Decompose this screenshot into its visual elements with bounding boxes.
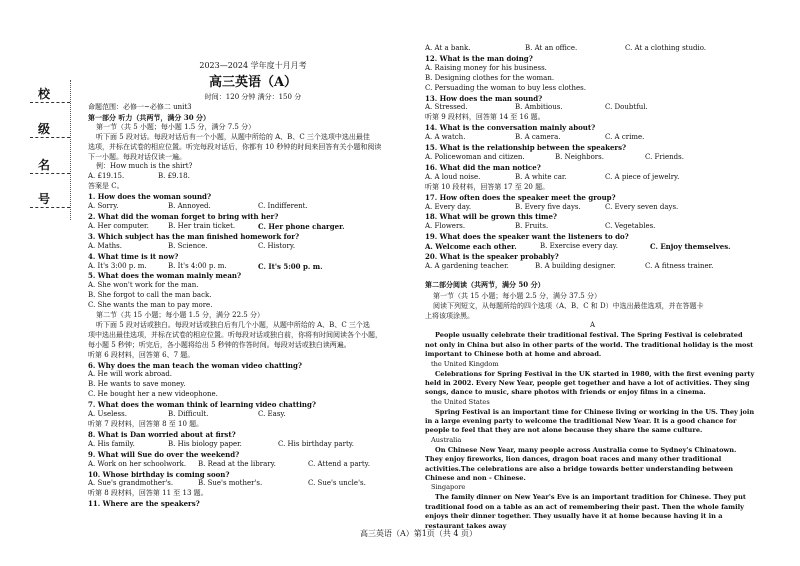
margin-label-number: 号: [38, 192, 51, 206]
question-11: 11. Where are the speakers?: [88, 499, 200, 509]
section1-intro: 听下面 5 段对话。每段对话后有一个小题，从题中所给的 A、B、C 三个选项中选出最佳: [96, 132, 370, 141]
question-2: 2. What did the woman forget to bring with her?: [88, 211, 279, 221]
section2-intro: 项中选出最佳选项，并标在试卷的相应位置。听每段对话或独白前，你将有时间阅读各个小题，: [88, 330, 382, 339]
example-answer: 答案是 C。: [88, 182, 124, 191]
options-10: A. Sue's grandmother's. B. Sue's mother's. C. Sue's uncle's.: [88, 479, 366, 488]
passage-a-p2: Celebrations for Spring Festival in the UK started in 1980, with the first evening party held in 2002. Every New Year, people get together and have a lot of activities. They sing songs, dance to music, share photos with friends or enjoy films in a cinema.: [425, 369, 755, 397]
page-footer: 高三英语（A）第1页（共 4 页）: [360, 529, 478, 538]
options-1: A. Sorry. B. Annoyed. C. Indifferent.: [88, 202, 308, 211]
section1-heading: 第一节（共 5 小题；每小题 1.5 分，满分 7.5 分）: [96, 122, 256, 131]
options-2: A. Her computer. B. Her train ticket. C. Her phone charger.: [88, 221, 345, 231]
question-8: 8. What is Dan worried about at first?: [88, 429, 236, 439]
passage-a-p3: Spring Festival is an important time for Chinese living or working in the US. They join in a large evening party to welcome the traditional New Year. It is a good chance for people to feel that they are not alone because they share the same culture.: [425, 407, 755, 435]
options-9: A. Work on her schoolwork. B. Read at the library. C. Attend a party.: [88, 459, 370, 468]
options-4: A. It's 3:00 p. m. B. It's 4:00 p. m. C. It's 5:00 p. m.: [88, 261, 323, 271]
option-12b: B. Designing clothes for the woman.: [425, 73, 555, 82]
question-3: 3. Which subject has the man finished homework for?: [88, 231, 300, 241]
material-9: 听第 9 段材料，回答第 14 至 16 题。: [425, 113, 545, 122]
question-12: 12. What is the man doing?: [425, 53, 533, 63]
example-question: 例：How much is the shirt?: [96, 162, 193, 171]
section1-intro: 选项，并标在试卷的相应位置。听完每段对话后，你都有 10 秒钟的时间来回答有关小题和阅读: [88, 142, 382, 151]
left-column: [88, 60, 418, 509]
heading-us: the United States: [431, 397, 490, 406]
question-13: 13. How does the man sound?: [425, 93, 543, 103]
options-7: A. Useless. B. Difficult. C. Easy.: [88, 410, 286, 419]
question-9: 9. What will Sue do over the weekend?: [88, 449, 240, 459]
option-5b: B. She forgot to call the man back.: [88, 291, 212, 300]
question-20: 20. What is the speaker probably?: [425, 252, 559, 262]
heading-singapore: Singapore: [431, 483, 466, 492]
question-16: 16. What did the man notice?: [425, 162, 541, 172]
option-12a: A. Raising money for his business.: [425, 63, 547, 72]
options-15: A. Policewoman and citizen. B. Neighbors. C. Friends.: [425, 152, 684, 161]
options-19: A. Welcome each other. B. Exercise every day. C. Enjoy themselves.: [425, 242, 731, 252]
exam-subject: 高三英语（A）: [208, 75, 298, 90]
options-14: A. A watch. B. A camera. C. A crime.: [425, 133, 645, 142]
part1-heading: 第一部分 听力（共两节，满分 30 分）: [88, 112, 211, 122]
question-14: 14. What is the conversation mainly about?: [425, 123, 596, 133]
question-18: 18. What will be grown this time?: [425, 212, 558, 222]
heading-uk: the United Kingdom: [431, 359, 499, 368]
part2-intro: 阅读下列短文，从每题所给的四个选项（A、B、C 和 D）中选出最佳选项，并在答题卡: [433, 301, 704, 310]
passage-label: A: [589, 321, 596, 330]
options-8: A. His family. B. His biology paper. C. His birthday party.: [88, 439, 355, 448]
part2-intro: 上将该项涂黑。: [425, 311, 474, 320]
passage-a-p1: People usually celebrate their traditional festival. The Spring Festival is celebrated not only in China but also in other parts of the world. The traditional holiday is the most important to Chinese both at home and abroad.: [425, 331, 754, 359]
binding-margin: [30, 80, 72, 220]
time-score: 时间：120 分钟 满分：150 分: [204, 93, 302, 101]
section2-heading: 第二节（共 15 小题；每小题 1.5 分，满分 22.5 分）: [96, 311, 264, 320]
material-8: 听第 8 段材料，回答第 11 至 13 题。: [88, 489, 208, 498]
exam-title: 2023—2024 学年度十月月考: [199, 61, 307, 70]
options-11: A. At a bank. B. At an office. C. At a clothing studio.: [425, 44, 707, 52]
option-12c: C. Persuading the woman to buy less clothes.: [425, 83, 586, 92]
options-13: A. Stressed. B. Ambitious. C. Doubtful.: [425, 103, 648, 112]
material-6: 听第 6 段材料，回答第 6、7 题。: [88, 350, 195, 359]
question-7: 7. What does the woman think of learning video chatting?: [88, 400, 316, 410]
margin-label-name: 名: [38, 158, 51, 172]
example-options: A. £19.15. B. £9.18.: [88, 172, 190, 181]
part2-heading: 第二部分阅读（共两节，满分 50 分）: [425, 279, 545, 289]
question-17: 17. How often does the speaker meet the group?: [425, 192, 616, 202]
passage-a-p5: The family dinner on New Year's Eve is an important tradition for Chinese. They put traditional food on a table as an act of remembering their past. Then the whole family enjoys their dinner together. They usually have it at home because having it in a restaurant takes away: [425, 493, 746, 530]
options-17: A. Every day. B. Every five days. C. Every seven days.: [425, 202, 679, 211]
question-15: 15. What is the relationship between the speakers?: [425, 143, 627, 153]
margin-label-class: 级: [38, 122, 51, 136]
material-10: 听第 10 段材料，回答第 17 至 20 题。: [425, 182, 550, 191]
options-18: A. Flowers. B. Fruits. C. Vegetables.: [425, 222, 656, 231]
question-19: 19. What does the speaker want the listeners to do?: [425, 232, 629, 242]
options-3: A. Maths. B. Science. C. History.: [88, 241, 296, 250]
material-7: 听第 7 段材料，回答第 8 至 10 题。: [88, 420, 204, 428]
right-column: [425, 44, 760, 531]
option-6c: C. He bought her a new videophone.: [88, 390, 218, 399]
section2-intro: 听下面 5 段对话或独白。每段对话或独白后有几个小题，从题中所给的 A、B、C 三个选: [96, 320, 370, 329]
option-6b: B. He wants to save money.: [88, 380, 186, 389]
question-4: 4. What time is it now?: [88, 251, 179, 261]
question-5: 5. What does the woman mainly mean?: [88, 271, 242, 281]
options-20: A. A gardening teacher. B. A building designer. C. A fitness trainer.: [425, 261, 714, 270]
section2-intro: 每小题 5 秒钟；听完后，各小题将给出 5 秒钟的作答时间。每段对话或独白读两遍。: [88, 340, 351, 349]
heading-australia: Australia: [431, 435, 462, 444]
question-6: 6. Why does the man teach the woman video chatting?: [88, 360, 302, 370]
section1-intro: 下一小题。每段对话仅读一遍。: [88, 152, 186, 161]
margin-label-school: 校: [38, 87, 51, 101]
question-1: 1. How does the woman sound?: [88, 192, 212, 202]
part2-section1-heading: 第一节（共 15 小题；每小题 2.5 分，满分 37.5 分）: [433, 291, 601, 300]
passage-a-p4: On Chinese New Year, many people across Australia come to Sydney's Chinatown. They enjoy fireworks, lion dances, dragon boat races and many other traditional activities.The celebrations are also a bridge towards better understanding between Chinese and non - Chinese.: [425, 445, 737, 482]
options-16: A. A loud noise. B. A white car. C. A piece of jewelry.: [425, 172, 680, 181]
scope: 命题范围：必修一~必修二 unit3: [88, 103, 192, 111]
option-5a: A. She won't work for the man.: [88, 281, 199, 290]
option-5c: C. She wants the man to pay more.: [88, 301, 213, 310]
option-6a: A. He will work abroad.: [88, 370, 173, 379]
question-10: 10. Whose birthday is coming soon?: [88, 469, 230, 479]
